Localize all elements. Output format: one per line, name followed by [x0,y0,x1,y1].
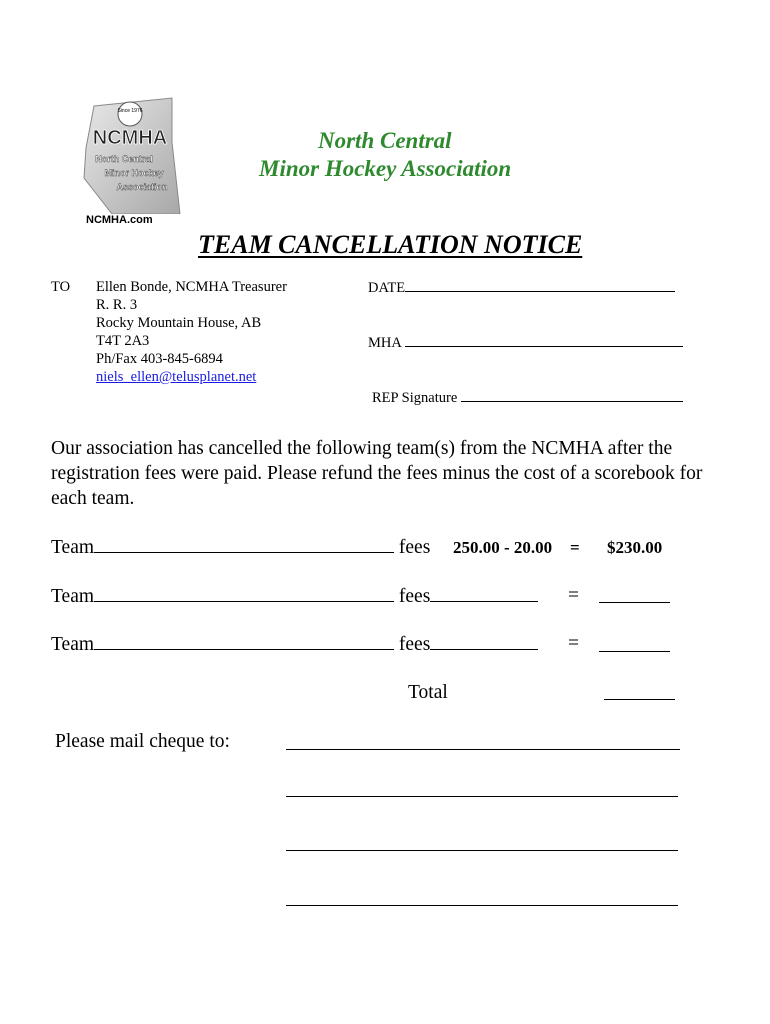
recipient-email-link[interactable]: niels_ellen@telusplanet.net [96,369,257,385]
mail-address-line-3[interactable] [286,850,678,851]
page-title: TEAM CANCELLATION NOTICE [198,230,583,259]
recipient-postal: T4T 2A3 [96,333,150,349]
rep-signature-field[interactable] [372,389,683,407]
team-label: Team [51,537,95,558]
team-row-1 [51,536,430,559]
org-name-line2: Minor Hockey Association [259,156,512,181]
fees-label: fees [398,634,431,655]
ncmha-logo [72,96,190,214]
mail-address-line-2[interactable] [286,796,678,797]
fees-line-2[interactable] [430,585,538,602]
mail-cheque-label: Please mail cheque to: [55,731,230,752]
svg-text:Minor Hockey: Minor Hockey [104,168,164,178]
row1-calculation: 250.00 - 20.00 [453,538,553,557]
org-name-line1: North Central [318,128,452,153]
svg-text:Since 1976: Since 1976 [117,108,143,114]
fees-label: fees [398,537,431,558]
mha-line[interactable] [405,334,683,347]
recipient-name: Ellen Bonde, NCMHA Treasurer [96,279,287,295]
team-name-line-1[interactable] [94,536,394,553]
team-label: Team [51,586,95,607]
total-line[interactable] [604,699,675,700]
team-name-line-3[interactable] [94,633,394,650]
date-line[interactable] [405,279,675,292]
date-field[interactable] [368,279,675,297]
date-label: DATE [368,280,406,296]
row1-equals: = [570,538,580,557]
mha-label: MHA [368,335,402,351]
mail-address-line-4[interactable] [286,905,678,906]
to-label: TO [51,279,71,295]
recipient-phone: Ph/Fax 403-845-6894 [96,351,223,367]
team-row-2 [51,585,538,608]
svg-text:Association: Association [116,182,168,192]
row2-total-line[interactable] [599,602,670,603]
team-name-line-2[interactable] [94,585,394,602]
svg-text:North Central: North Central [95,154,153,164]
mail-address-line-1[interactable] [286,749,680,750]
row1-total: $230.00 [607,538,663,557]
rep-signature-line[interactable] [461,389,683,402]
body-paragraph: Our association has cancelled the following team(s) from the NCMHA after the registration fees were paid. Please refund the fees minus the cost of a scorebook for each team. [51,438,703,509]
fees-label: fees [398,586,431,607]
recipient-rr: R. R. 3 [96,297,138,313]
row2-equals: = [568,585,579,606]
row3-equals: = [568,633,579,654]
svg-text:NCMHA: NCMHA [92,127,168,149]
logo-url: NCMHA.com [86,214,153,226]
recipient-city: Rocky Mountain House, AB [96,315,262,331]
total-label: Total [408,682,448,703]
mha-field[interactable] [368,334,683,352]
row3-total-line[interactable] [599,651,670,652]
fees-line-3[interactable] [430,633,538,650]
rep-signature-label: REP Signature [372,390,458,406]
team-label: Team [51,634,95,655]
team-row-3 [51,633,538,656]
